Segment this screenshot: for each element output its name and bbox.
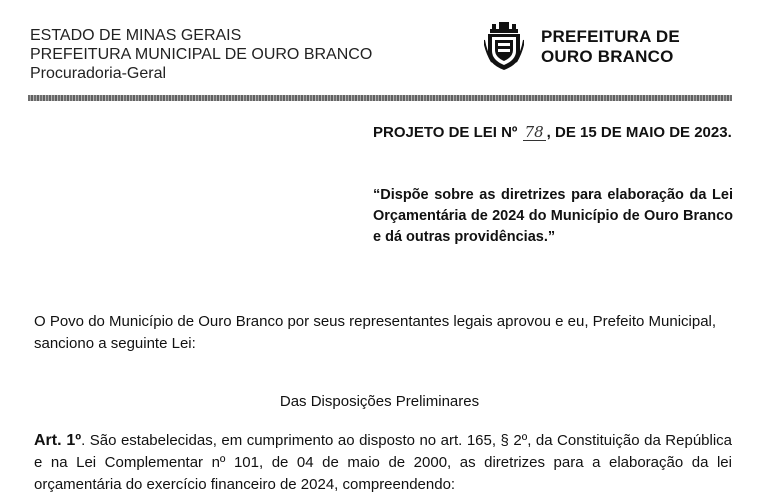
letterhead-prefeitura: PREFEITURA MUNICIPAL DE OURO BRANCO bbox=[30, 46, 373, 63]
logo-line-1: PREFEITURA DE bbox=[541, 27, 680, 46]
logo-line-2: OURO BRANCO bbox=[541, 47, 674, 66]
preamble-paragraph: O Povo do Município de Ouro Branco por seus representantes legais aprovou e eu, Prefeito Municipal, sanciono a seguinte Lei: bbox=[34, 313, 717, 352]
bill-title bbox=[373, 124, 732, 141]
logo-wordmark bbox=[541, 27, 680, 67]
header-divider bbox=[28, 95, 732, 101]
section-heading: Das Disposições Preliminares bbox=[279, 393, 480, 410]
letterhead-state: ESTADO DE MINAS GERAIS bbox=[30, 27, 242, 44]
bill-number-handwritten: 78 bbox=[524, 123, 544, 141]
bill-title-suffix: , DE 15 DE MAIO DE 2023. bbox=[546, 124, 732, 141]
article-1 bbox=[34, 430, 732, 496]
letterhead-department: Procuradoria-Geral bbox=[30, 65, 167, 82]
article-1-label: Art. 1º bbox=[34, 432, 82, 449]
article-1-text: . São estabelecidas, em cumprimento ao disposto no art. 165, § 2º, da Constituição da República e na Lei Complementar nº 101, de 04 de maio de 2000, as diretrizes para a elaboração da lei orçamentária do exercício financeiro de 2024, compreendendo: bbox=[34, 432, 733, 493]
letterhead-left bbox=[30, 26, 372, 83]
bill-summary: “Dispõe sobre as diretrizes para elaboração da Lei Orçamentária de 2024 do Município de Ouro Branco e dá outras providências.” bbox=[373, 187, 733, 245]
coat-of-arms-icon bbox=[484, 22, 524, 72]
bill-title-prefix: PROJETO DE LEI Nº bbox=[373, 124, 518, 141]
